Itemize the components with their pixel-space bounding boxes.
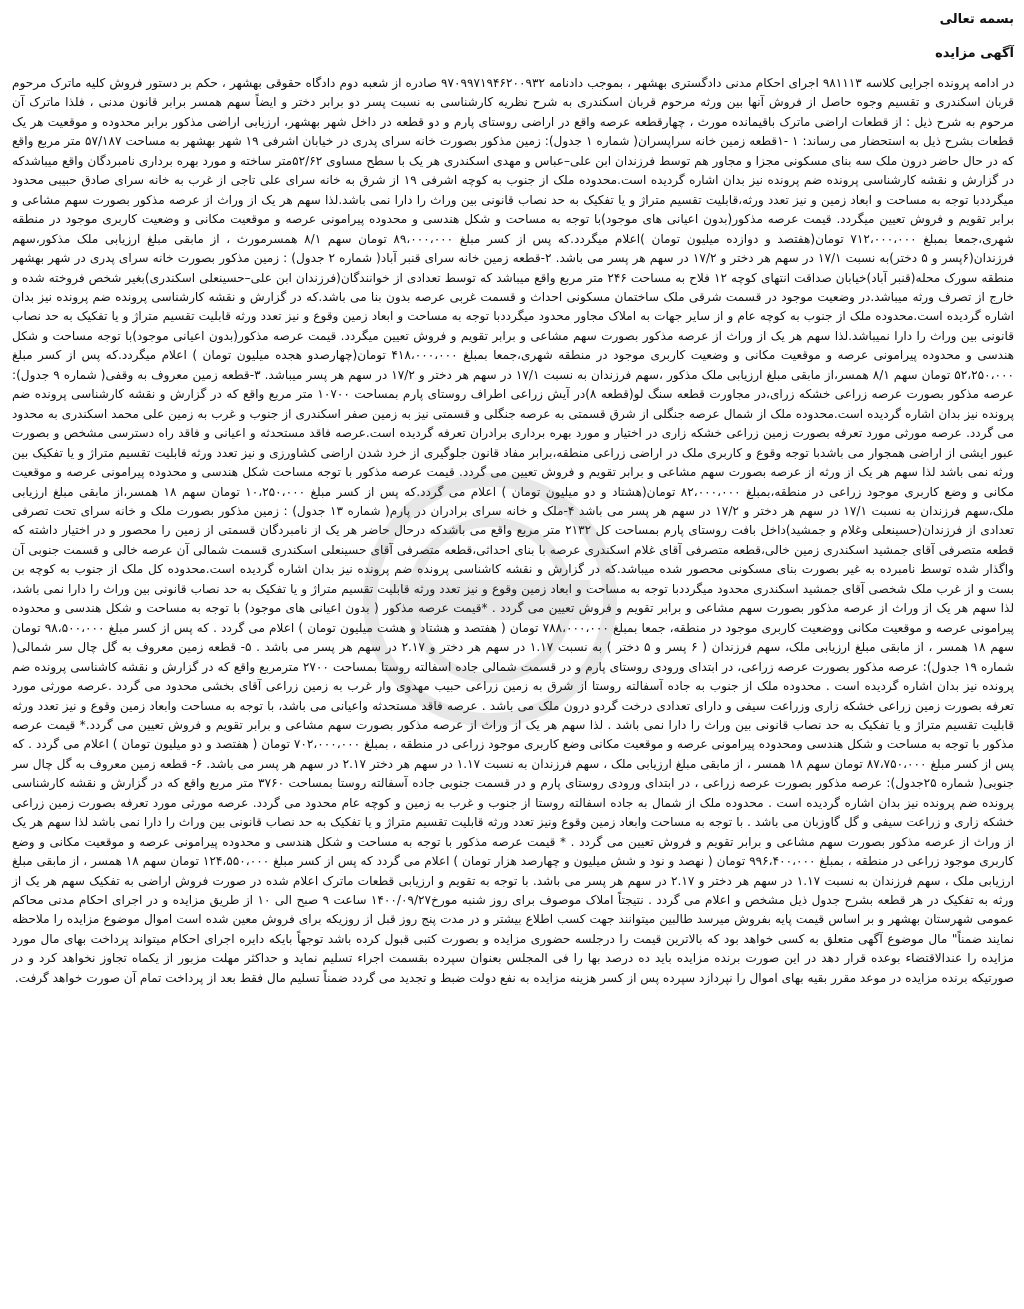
notice-body: در ادامه پرونده اجرایی کلاسه ۹۸۱۱۱۳ اجرای احکام مدنی دادگستری بهشهر ، بموجب دادنامه ۹۷۰۹۹۷۱۹۴۶۲۰۰۹۳۲ صادره از شعبه دوم دادگاه حقوقی بهشهر ، حکم بر دستور فروش کلیه ماترک مرحوم قربان اسکندری و تقسیم وجوه حاصل از فروش آنها بین ورثه مرحوم قربان اسکندری به شرح نظریه کارشناسی به نسبت پسر دو برابر دختر و ایضاً سهم همسر برابر قانون مدنی ، فلذا ماترک آن مرحوم به شرح ذیل : از قطعات اراضی ماترک باقیمانده مورث ، چهارقطعه عرصه واقع در اراضی روستای پارم و دو قطعه در داخل شهر بهشهر، ارزیابی اراضی مذکور برابر محدوده و موقعیت هر یک قطعات بشرح ذیل به استحضار می رساند: ۱ -۱قطعه زمین خانه سراپسران( شماره ۱ جدول): زمین مذکور بصورت خانه سرای پدری در خیابان اشرفی ۱۹ شهر بهشهر به مساحت ۵۷/۱۸۷ متر مربع واقع که در حال حاضر درون ملک سه بنای مسکونی مجزا و مجاور هم توسط فرزندان ابن علی–عباس و مهدی اسکندری هر یک با سطح مساوی ۵۲/۶۲متر ساخته و مورد بهره برداری نامبردگان واقع میباشدکه در گزارش و نقشه کارشناسی پرونده ضم پرونده نیز بدان اشاره گردیده است.محدوده ملک از جنوب به کوچه اشرفی ۱۹ از شرق به خانه سرای علی تاجی از غرب به خانه سرای صادق حبیبی محدود میگرددبا توجه به مساحت و ابعاد زمین و نیز تعدد ورثه،قابلیت تقسیم متراژ و یا تفکیک به حد نصاب قانونی بین وراث را دارا نمی باشد.لذا سهم هر یک از وراث از عرصه مذکور بصورت سهم مشاعی و برابر تقویم و فروش تعیین میگردد. قیمت عرصه مذکور(بدون اعیانی های موجود)با توجه به مساحت و شکل هندسی و محدوده پیرامونی عرصه و موقعیت مکانی و وضعیت کاربری موجود در منطقه شهری،جمعا بمبلغ ۷۱۲،۰۰۰،۰۰۰ تومان(هفتصد و دوازده میلیون تومان )اعلام میگردد.که پس از کسر مبلغ ۸۹،۰۰۰،۰۰۰ تومان سهم ۸/۱ همسرمورث ، از مابقی مبلغ ارزیابی ملک مذکور،سهم فرزندان(۶پسر و ۵ دختر)به نسبت ۱۷/۱ در سهم هر دختر و ۱۷/۲ در سهم هر پسر می باشد. ۲-قطعه زمین خانه سرای قنبر آباد( شماره ۲ جدول) : زمین مذکور بصورت خانه سرای پدری در شهر بهشهر منطقه سورک محله(قنبر آباد)خیابان صداقت انتهای کوچه ۱۲ فلاح به مساحت ۲۴۶ متر مربع واقع میباشد که توسط تعدادی از خوانندگان(فرزندان ابن علی–حسینعلی اسکندری)بغیر شخص فروخته شده و خارج از تصرف ورثه میباشد.در وضعیت موجود در قسمت شرقی ملک ساختمان مسکونی احداث و قسمت غربی عرصه بدون بنا می باشد.که در گزارش و نقشه کارشناسی پرونده ضم پرونده نیز بدان اشاره گردیده است.محدوده ملک از جنوب به کوچه عام و از سایر جهات به املاک مجاور محدود میگرددبا توجه به مساحت و ابعاد زمین وقوع و نیز تعدد ورثه قابلیت تقسیم متراژ و یا تفکیک به حد نصاب قانونی بین وراث را دارا نمیباشد.لذا سهم هر یک از وراث از عرصه مذکور بصورت سهم مشاعی و برابر تقویم و فروش تعیین میگردد. قیمت عرصه مذکور(بدون اعیانی موجود)با توجه مساحت و شکل هندسی و محدوده پیرامونی عرصه و موقعیت مکانی و وضعیت کاربری موجود در منطقه شهری،جمعا بمبلغ ۴۱۸،۰۰۰،۰۰۰ تومان(چهارصدو هجده میلیون تومان ) اعلام میگردد.که پس از کسر مبلغ ۵۲،۲۵۰،۰۰۰ تومان سهم ۸/۱ همسر،از مابقی مبلغ ارزیابی ملک مذکور ،سهم فرزندان به نسبت ۱۷/۱ در سهم هر دختر و ۱۷/۲ در سهم هر پسر میباشد. ۳-قطعه زمین معروف به وقفی( شماره ۹ جدول): عرصه مذکور بصورت عرصه زراعی خشکه زرای،در مجاورت قطعه سنگ لو(قطعه ۸)در آیش زراعی اطراف روستای پارم بمساحت ۱۰۷۰۰ متر مربع واقع که در گزارش و نقشه کارشناسی پرونده ضم پرونده نیز بدان اشاره گردیده است.محدوده ملک از شمال عرصه جنگلی از شرق قسمتی به عرصه جنگلی و قسمتی نیز به زمین صفر اسکندری از جنوب و غرب به زمین علی محمد اسکندری به محدود می گردد. عرصه مورثی مورد تعرفه بصورت زمین زراعی خشکه زاری در اختیار و مورد بهره برداری برادران تعرفه گردیده است.عرصه فاقد مستحدثه و اعیانی و فاقد راه دسترسی مشخص و بصورت عبور ایشی از اراضی همجوار می باشدبا توجه وقوع و کاربری ملک در اراضی زراعی منطقه،برابر مفاد قانون جلوگیری از خرد شدن اراضی کشاورزی و نیز تعدد ورثه قابلیت تقسیم متراژ و یا تفکیک بین ورثه نمی باشد لذا سهم هر یک از ورثه از عرصه بصورت سهم مشاعی و برابر تقویم و فروش تعیین می گردد. قیمت عرصه مذکور با توجه مساحت شکل هندسی و محدوده پیرامونی عرصه و موقعیت مکانی و وضع کاربری موجود زراعی در منطقه،بمبلغ ۸۲،۰۰۰،۰۰۰ تومان(هشتاد و دو میلیون تومان ) اعلام می گردد.که پس از کسر مبلغ ۱۰،۲۵۰،۰۰۰ تومان سهم ۱۸ همسر،از مابقی مبلغ ارزیابی ملک،سهم فرزندان به نسبت ۱۷/۱ در سهم هر دختر و ۱۷/۲ در سهم هر پسر می باشد ۴-ملک و خانه سرای برادران در پارم( شماره ۱۳ جدول) : زمین مذکور بصورت ملک و خانه سرای تحت تصرفی تعدادی از فرزندان(حسینعلی وغلام و جمشید)داخل بافت روستای پارم بمساحت کل ۲۱۳۲ متر مربع واقع می باشدکه درحال حاضر هر یک از نامبردگان قسمتی از زمین را محصور و در اختیار داشته که قطعه متصرفی آقای جمشید اسکندری زمین خالی،قطعه متصرفی آقای غلام اسکندری عرصه با بنای احداثی،قطعه متصرفی آقای حسینعلی اسکندری قسمت شمالی آن عرصه خالی و قسمت جنوبی آن واگذار شده توسط نامبرده به غیر بصورت بنای مسکونی محصور شده میباشد.که در گزارش و نقشه کاشناسی پرونده ضم پرونده نیز بدان اشاره گردیده است.محدوده کل ملک از جنوب به کوچه بن بست و از غرب ملک شخصی آقای جمشید اسکندری محدود میگرددبا توجه به مساحت و ابعاد زمین وقوع و نیز تعدد ورثه قابلیت تقسیم متراژ و یا تفکیک به حد نصاب قانونی بین وراث را دارا نمی باشد، لذا سهم هر یک از وراث از عرصه مذکور بصورت سهم مشاعی و برابر تقویم و فروش تعیین می گردد . *قیمت عرصه مذکور ( بدون اعیانی های موجود) با توجه به مساحت و شکل هندسی و محدوده پیرامونی عرصه و موقعیت مکانی ووضعیت کاربری موجود در منطقه، جمعا بمبلغ ۷۸۸،۰۰۰،۰۰۰ تومان ( هفتصد و هشتاد و هشت میلیون تومان ) اعلام می گردد . که پس از کسر مبلغ ۹۸،۵۰۰،۰۰۰ تومان سهم ۱۸ همسر ، از مابقی مبلغ ارزیابی ملک، سهم فرزندان ( ۶ پسر و ۵ دختر ) به نسبت ۱.۱۷ در سهم هر دختر و ۲.۱۷ در سهم هر پسر می باشد . ۵- قطعه زمین معروف به گل چال سر شمالی( شماره ۱۹ جدول): عرصه مذکور بصورت عرصه زراعی، در ابتدای ورودی روستای پارم و در قسمت شمالی جاده اسفالته روستا بمساحت ۲۷۰۰ مترمربع واقع که در گزارش و نقشه کاشناسی پرونده ضم پرونده نیز بدان اشاره گردیده است . محدوده ملک از جنوب به جاده آسفالته روستا از شرق به زمین زراعی حبیب مهدوی وار غرب به زمین زراعی آقای بخشی محدود می گردد .عرصه مورثی مورد تعرفه بصورت زمین زراعی خشکه زاری وزراعت سیفی و دارای تعدادی درخت گردو درون ملک می باشد . عرصه فاقد مستحدثه واعیانی می باشد، با توجه به مساحت وابعاد زمین وقوع و نیز تعدد ورثه قابلیت تقسیم متراژ و یا تفکیک به حد نصاب قانونی بین وراث را دارا نمی باشد . لذا سهم هر یک از وراث از عرصه مذکور بصورت سهم مشاعی و برابر تقویم و فروش تعیین می گردد.* قیمت عرصه مذکور با توجه به مساحت و شکل هندسی ومحدوده پیرامونی عرصه و موقعیت مکانی وضع کاربری موجود زراعی در منطقه ، بمبلغ ۷۰۲،۰۰۰،۰۰۰ تومان ( هفتصد و دو میلیون تومان ) اعلام می گردد . که پس از کسر مبلغ ۸۷،۷۵۰،۰۰۰ تومان سهم ۱۸ همسر ، از مابقی مبلغ ارزیابی ملک ، سهم فرزندان به نسبت ۱.۱۷ در سهم هر دختر ۲.۱۷ در سهم هر پسر می باشد. ۶- قطعه زمین معروف به گل چال سر جنوبی( شماره ۲۵جدول): عرصه مذکور بصورت عرصه زراعی ، در ابتدای ورودی روستای پارم و در قسمت جنوبی جاده آسفالته روستا بمساحت ۳۷۶۰ متر مربع واقع که در گزارش و نقشه کارشناسی پرونده ضم پرونده نیز بدان اشاره گردیده است . محدوده ملک از شمال به جاده اسفالته روستا از جنوب و غرب به زمین و کوچه عام محدود می گردد. عرصه مورثی مورد تعرفه بصورت زمین زراعی خشکه زاری و زراعت سیفی و گل گاوزبان می باشد . با توجه به مساحت وابعاد زمین وقوع ونیز تعدد ورثه قابلیت تقسیم متراژ و یا تفکیک به حد نصاب قانونی بین وراث را دارا نمی باشد لذا سهم هر یک از وراث از عرصه مذکور بصورت سهم مشاعی و برابر تقویم و فروش تعیین می گردد . * قیمت عرصه مذکور با توجه به مساحت و شکل هندسی و محدوده پیرامونی عرصه و موقعیت مکانی و وضع کاربری موجود زراعی در منطقه ، بمبلغ ۹۹۶،۴۰۰،۰۰۰ تومان ( نهصد و نود و شش میلیون و چهارصد هزار تومان ) اعلام می گردد که پس از کسر مبلغ ۱۲۴،۵۵۰،۰۰۰ تومان سهم ۱۸ همسر ، از مابقی مبلغ ارزیابی ملک ، سهم فرزندان به نسبت ۱.۱۷ در سهم هر دختر و ۲.۱۷ در سهم هر پسر می باشد. با توجه به تقویم و ارزیابی قطعات ماترک اعلام شده در صورت فروش اراضی به تفکیک سهم هر یک از ورثه به تفکیک در هر قطعه بشرح جدول ذیل مشخص و اعلام می گردد . نتیجتاً املاک موصوف برای روز شنبه مورخ۱۴۰۰/۰۹/۲۷ ساعت ۹ صبح الی ۱۰ از طریق مزایده و در اجرای احکام مدنی محاکم عمومی شهرستان بهشهر و بر اساس قیمت پایه بفروش میرسد طالبین میتوانند جهت کسب اطلاع بیشتر و در مدت پنج روز قبل از روزیکه برای فروش معین شده است اموال موضوع مزایده را ملاحظه نمایند ضمناً" مال موضوع آگهی متعلق به کسی خواهد بود که بالاترین قیمت را درجلسه حضوری مزایده و بصورت کتبی قبول کرده باشد توجهاً بایکه دایره اجرای احکام میتواند پرداخت بهای مال مورد مزایده را عندالاقتضاء بوعده قرار دهد در این صورت برنده مزایده باید ده درصد بها را فی المجلس بعنوان سپرده بقسمت اجراء تسلیم نماید و حداکثر مهلت مزبور از یکماه تجاوز نخواهد کرد و در صورتیکه برنده مزایده در موعد مقرر بقیه بهای اموال را نپردازد سپرده پس از کسر هزینه مزایده به نفع دولت ضبط و تجدید می گردد ضمناً تسلیم مال فقط بعد از پرداخت تمام آن صورت خواهد گرفت. <box>12 76 1015 985</box>
notice-heading: بسمه تعالی <box>939 12 1014 27</box>
notice-title: آگهی مزایده <box>935 46 1014 61</box>
